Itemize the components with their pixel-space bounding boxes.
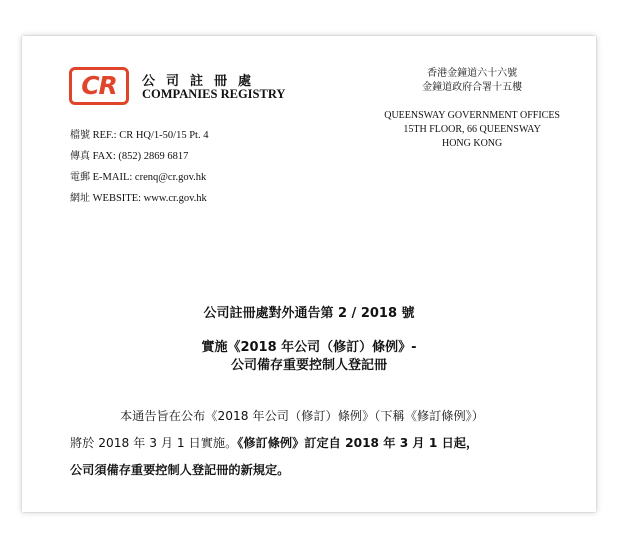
org-name-chinese: 公司註冊處	[142, 74, 263, 89]
contact-row-ref	[70, 125, 208, 146]
contact-label-en: WEBSITE:	[92, 193, 142, 204]
subject-line-2: 公司備存重要控制人登記冊	[230, 358, 387, 373]
contact-value: (852) 2869 6817	[118, 151, 189, 162]
body-text-2a: 將於 2018 年 3 月 1 日實施。	[70, 436, 238, 450]
contact-row-website	[70, 188, 208, 209]
contact-label-en: REF.:	[92, 130, 117, 141]
document-page	[22, 36, 596, 512]
address-zh-line-1: 香港金鐘道六十六號	[427, 68, 518, 79]
address-en-line-2: 15TH FLOOR, 66 QUEENSWAY	[403, 124, 541, 135]
notice-body	[70, 403, 580, 484]
logo-text: CR	[81, 71, 117, 100]
body-line-2	[70, 430, 580, 457]
body-text-2b: 《修訂條例》訂定自 2018 年 3 月 1 日起，	[237, 436, 479, 450]
contact-label-zh: 傳真	[70, 151, 90, 162]
companies-registry-logo	[69, 67, 129, 105]
subject-line-1: 實施《2018 年公司（修訂）條例》-	[201, 340, 417, 355]
contact-label-zh: 檔號	[70, 130, 90, 141]
contact-value: crenq@cr.gov.hk	[134, 172, 207, 183]
office-address	[384, 67, 560, 151]
contact-label-en: FAX:	[92, 151, 116, 162]
contact-label-en: E-MAIL:	[92, 172, 133, 183]
notice-number: 公司註冊處對外通告第 2 / 2018 號	[203, 306, 415, 321]
body-text-3: 公司須備存重要控制人登記冊的新規定。	[70, 463, 290, 477]
address-en-line-1: QUEENSWAY GOVERNMENT OFFICES	[384, 110, 560, 121]
org-name-english: COMPANIES REGISTRY	[142, 87, 286, 101]
contact-value: CR HQ/1-50/15 Pt. 4	[119, 130, 209, 141]
contact-row-fax	[70, 146, 208, 167]
contact-details	[70, 125, 208, 209]
contact-label-zh: 網址	[70, 193, 90, 204]
address-en-line-3: HONG KONG	[441, 138, 503, 149]
body-line-3	[70, 457, 580, 484]
body-line-1	[70, 403, 580, 430]
contact-row-email	[70, 167, 208, 188]
contact-value: www.cr.gov.hk	[143, 193, 207, 204]
contact-label-zh: 電郵	[70, 172, 90, 183]
notice-subject	[22, 339, 596, 375]
address-zh-line-2: 金鐘道政府合署十五樓	[422, 82, 523, 93]
body-text-1: 本通告旨在公布《2018 年公司（修訂）條例》（下稱《修訂條例》）	[120, 409, 484, 423]
